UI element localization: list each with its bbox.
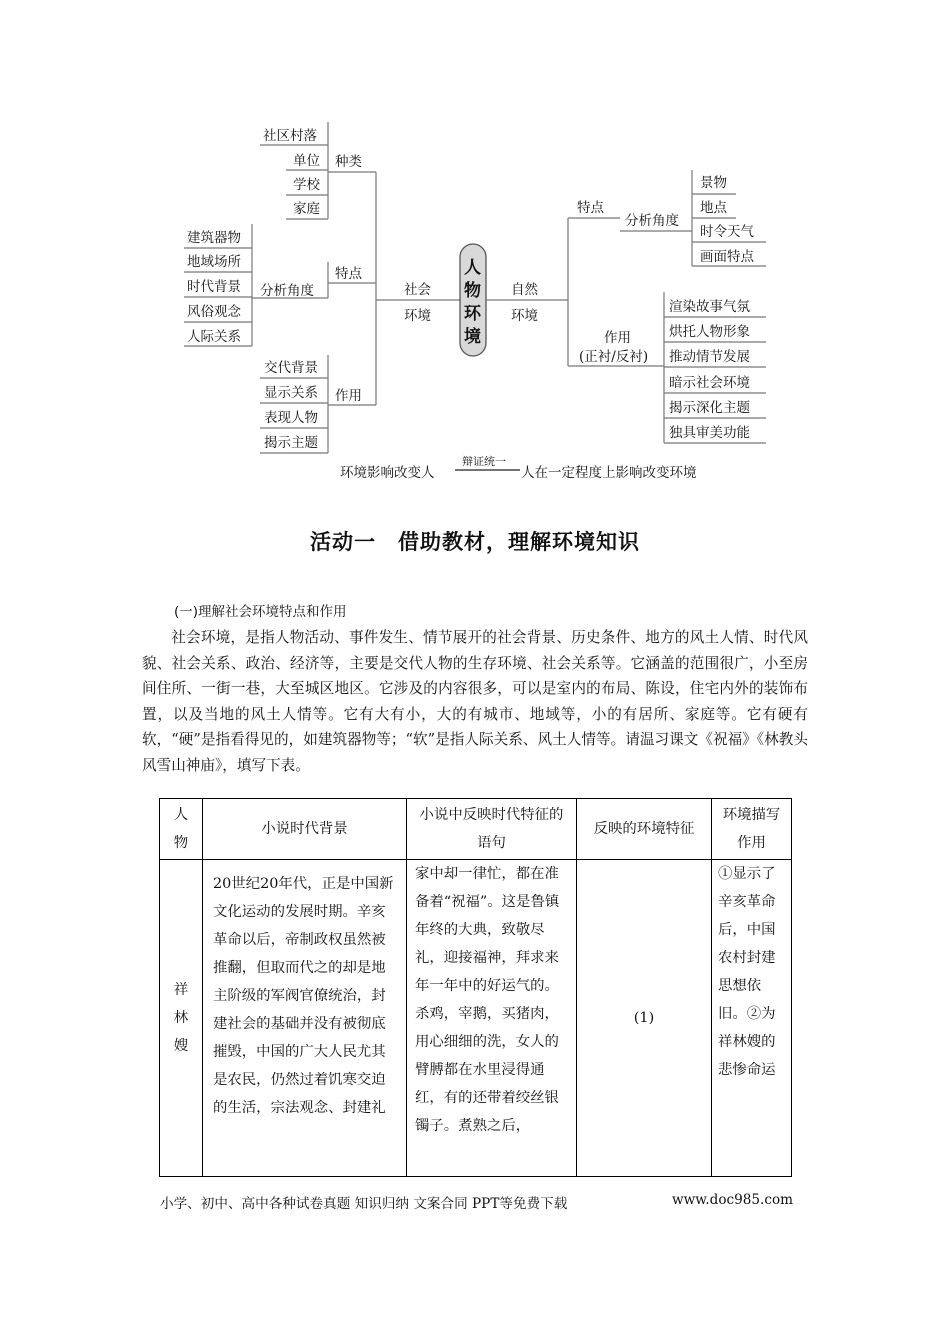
natural-feature-item: 景物 [700, 175, 727, 191]
social-feature-item: 时代背景 [187, 279, 241, 295]
social-functions-group [260, 355, 376, 453]
natural-function-item: 揭示深化主题 [669, 400, 750, 416]
center-char: 物 [464, 281, 481, 301]
natural-features-label: 特点 [577, 200, 604, 216]
cell-background: 20世纪20年代，正是中国新文化运动的发展时期。辛亥革命以后，帝制政权虽然被推翻，但取而代之的却是地主阶级的军阀官僚统治，封建社会的基础并没有被彻底摧毁，中国的广大人民尤其是农民，仍然过着饥寒交迫的生活，宗法观念、封建礼 [203, 860, 407, 1177]
social-type-item: 家庭 [293, 201, 320, 217]
table-header-row [160, 799, 792, 860]
dialectic-middle: 辩证统一 [462, 455, 506, 468]
natural-function-item: 推动情节发展 [669, 349, 750, 365]
header-effect: 环境描写作用 [712, 799, 792, 860]
subsection-heading: (一)理解社会环境特点和作用 [174, 604, 347, 620]
header-background: 小说时代背景 [203, 799, 407, 860]
social-angle-label: 分析角度 [260, 283, 314, 299]
social-features-label: 特点 [335, 266, 362, 282]
social-feature-item: 建筑器物 [187, 230, 241, 246]
dialectic-right: 人在一定程度上影响改变环境 [521, 465, 697, 481]
social-feature-item: 风俗观念 [187, 304, 241, 320]
table-row [160, 860, 792, 1177]
social-type-item: 学校 [293, 177, 320, 193]
footer-text: 小学、初中、高中各种试卷真题 知识归纳 文案合同 PPT等免费下载 [160, 1196, 568, 1212]
social-function-item: 显示关系 [264, 385, 318, 401]
dialectic-line [340, 454, 697, 481]
cell-quote: 家中却一律忙，都在准备着“祝福”。这是鲁镇年终的大典，致敬尽礼，迎接福神，拜求来年一年中的好运气的。杀鸡，宰鹅，买猪肉，用心细细的洗，女人的臂膊都在水里浸得通红，有的还带着绞丝银镯子。煮熟之后， [407, 860, 577, 1177]
social-types-label: 种类 [335, 154, 362, 170]
social-type-item: 单位 [293, 153, 320, 169]
social-type-item: 社区村落 [263, 128, 317, 144]
natural-function-item: 暗示社会环境 [669, 375, 750, 391]
natural-function-item: 烘托人物形象 [669, 324, 750, 340]
natural-functions-label: (正衬/反衬) [579, 349, 649, 365]
footer-url[interactable]: www.doc985.com [672, 1192, 794, 1208]
social-feature-item: 人际关系 [187, 329, 241, 345]
natural-feature-item: 时令天气 [700, 224, 754, 240]
natural-feature-item: 地点 [700, 200, 727, 216]
footer [160, 1192, 800, 1212]
social-functions-label: 作用 [335, 388, 362, 404]
social-features-group [184, 224, 376, 346]
natural-function-item: 独具审美功能 [669, 425, 750, 441]
center-char: 境 [464, 327, 481, 347]
mindmap [0, 0, 950, 500]
header-quote: 小说中反映时代特征的语句 [407, 799, 577, 860]
social-types-group [260, 122, 376, 219]
natural-features-group [568, 170, 766, 266]
natural-env-label: 环境 [511, 308, 538, 324]
body-paragraph: 社会环境，是指人物活动、事件发生、情节展开的社会背景、历史条件、地方的风土人情、时代风貌、社会关系、政治、经济等，主要是交代人物的生存环境、社会关系等。它涵盖的范围很广，小至房间住所、一街一巷，大至城区地区。它涉及的内容很多，可以是室内的布局、陈设，住宅内外的装饰布置，以及当地的风土人情等。它有大有小，大的有城市、地域等，小的有居所、家庭等。它有硬有软，“硬”是指看得见的，如建筑器物等；“软”是指人际关系、风土人情等。请温习课文《祝福》《林教头风雪山神庙》，填写下表。 [142, 629, 808, 774]
dialectic-left: 环境影响改变人 [340, 465, 435, 481]
natural-env-label: 自然 [511, 282, 538, 298]
natural-functions-label: 作用 [604, 330, 631, 346]
social-function-item: 表现人物 [264, 410, 318, 426]
social-function-item: 交代背景 [264, 360, 318, 376]
center-char: 环 [464, 304, 481, 324]
social-env-label: 社会 [404, 282, 431, 298]
social-env-label: 环境 [404, 308, 431, 324]
natural-feature-item: 画面特点 [700, 249, 754, 265]
social-function-item: 揭示主题 [264, 435, 318, 451]
section-title: 活动一 借助教材，理解环境知识 [310, 530, 640, 554]
header-feature: 反映的环境特征 [577, 799, 712, 860]
natural-angle-label: 分析角度 [625, 213, 679, 229]
social-feature-item: 地域场所 [187, 254, 241, 270]
natural-functions-group [568, 292, 766, 443]
cell-character: 祥林嫂 [160, 860, 203, 1177]
natural-function-item: 渲染故事气氛 [669, 299, 750, 315]
center-char: 人 [464, 258, 481, 278]
cell-feature-blank[interactable]: (1) [577, 860, 712, 1177]
header-character: 人物 [160, 799, 203, 860]
cell-effect: ①显示了辛亥革命后，中国农村封建思想依旧。②为祥林嫂的悲惨命运 [712, 860, 792, 1177]
fill-in-table [159, 798, 792, 1177]
